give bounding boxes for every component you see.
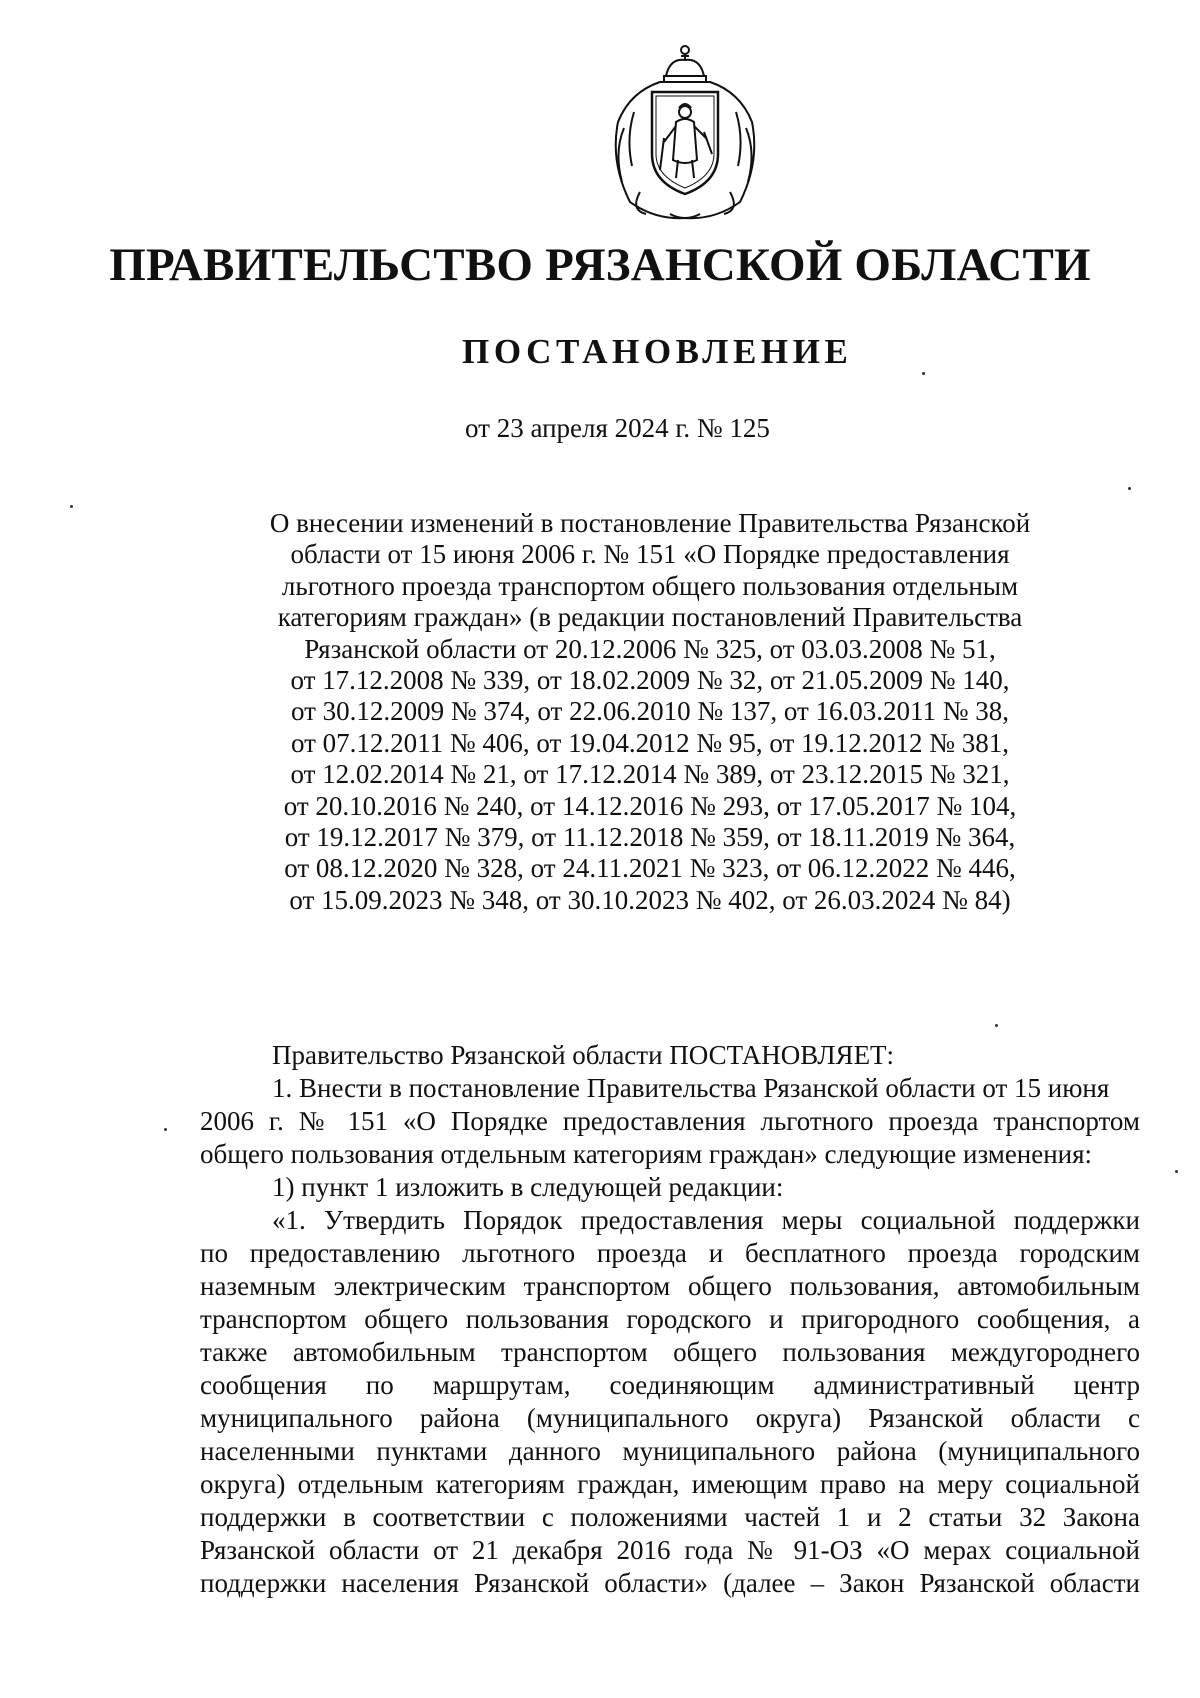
body-line: муниципального района (муниципального округа) Рязанской области с [200,1403,1140,1433]
subject-line: от 15.09.2023 № 348, от 30.10.2023 № 402, от 26.03.2024 № 84) [289,884,1011,915]
body-line: поддержки в соответствии с положениями частей 1 и 2 статьи 32 Закона [200,1502,1140,1532]
document-date-number: от 23 апреля 2024 г. № 125 [465,413,770,443]
body-line: транспортом общего пользования городского и пригородного сообщения, а [200,1304,1140,1334]
subject-line: категориям граждан» (в редакции постановлений Правительства [277,602,1023,633]
scan-speck [995,1024,998,1027]
subject-line: от 08.12.2020 № 328, от 24.11.2021 № 323, от 06.12.2022 № 446, [284,853,1016,884]
body-line: «1. Утвердить Порядок предоставления меры социальной поддержки [272,1205,1140,1235]
subject-line: льготного проезда транспортом общего пользования отдельным [281,570,1019,601]
body-line: сообщения по маршрутам, соединяющим административный центр [200,1370,1140,1400]
subject-line: от 12.02.2014 № 21, от 17.12.2014 № 389, от 23.12.2015 № 321, [290,759,1010,790]
body-line: Правительство Рязанской области ПОСТАНОВЛЯЕТ: [272,1040,895,1070]
body-line: 1) пункт 1 изложить в следующей редакции: [272,1172,784,1202]
body-line: также автомобильным транспортом общего пользования междугороднего [200,1337,1140,1367]
coat-of-arms-icon [600,42,770,222]
body-line: Рязанской области от 21 декабря 2016 года № 91-ОЗ «О мерах социальной [200,1535,1140,1565]
subject-line: от 19.12.2017 № 379, от 11.12.2018 № 359, от 18.11.2019 № 364, [284,822,1016,853]
document-body [200,1039,1140,1600]
scan-speck [164,1128,167,1131]
body-line: 1. Внести в постановление Правительства Рязанской области от 15 июня [272,1073,1110,1103]
government-title: ПРАВИТЕЛЬСТВО РЯЗАНСКОЙ ОБЛАСТИ [109,239,1091,291]
document-subject [200,508,1100,916]
subject-line: от 20.10.2016 № 240, от 14.12.2016 № 293, от 17.05.2017 № 104, [283,790,1017,821]
subject-line: от 07.12.2011 № 406, от 19.04.2012 № 95, от 19.12.2012 № 381, [290,727,1010,758]
document-type: ПОСТАНОВЛЕНИЕ [462,332,853,371]
scan-speck [70,505,73,508]
body-line: поддержки населения Рязанской области» (далее – Закон Рязанской области [200,1568,1140,1598]
body-line: наземным электрическим транспортом общего пользования, автомобильным [200,1271,1140,1301]
body-line: населенными пунктами данного муниципального района (муниципального [200,1436,1140,1466]
body-line: по предоставлению льготного проезда и бесплатного проезда городским [200,1238,1140,1268]
subject-line: Рязанской области от 20.12.2006 № 325, от 03.03.2008 № 51, [304,633,996,664]
scan-speck [1175,1170,1178,1173]
subject-line: от 30.12.2009 № 374, от 22.06.2010 № 137, от 16.03.2011 № 38, [290,696,1010,727]
subject-line: области от 15 июня 2006 г. № 151 «О Порядке предоставления [290,539,1010,570]
subject-line: О внесении изменений в постановление Правительства Рязанской [269,508,1031,538]
body-line: общего пользования отдельным категориям граждан» следующие изменения: [200,1139,1093,1169]
body-line: 2006 г. № 151 «О Порядке предоставления льготного проезда транспортом [200,1106,1140,1136]
scan-speck [1128,487,1131,490]
body-line: округа) отдельным категориям граждан, имеющим право на меру социальной [200,1469,1140,1499]
scan-speck [922,372,925,375]
subject-line: от 17.12.2008 № 339, от 18.02.2009 № 32, от 21.05.2009 № 140, [290,665,1010,696]
